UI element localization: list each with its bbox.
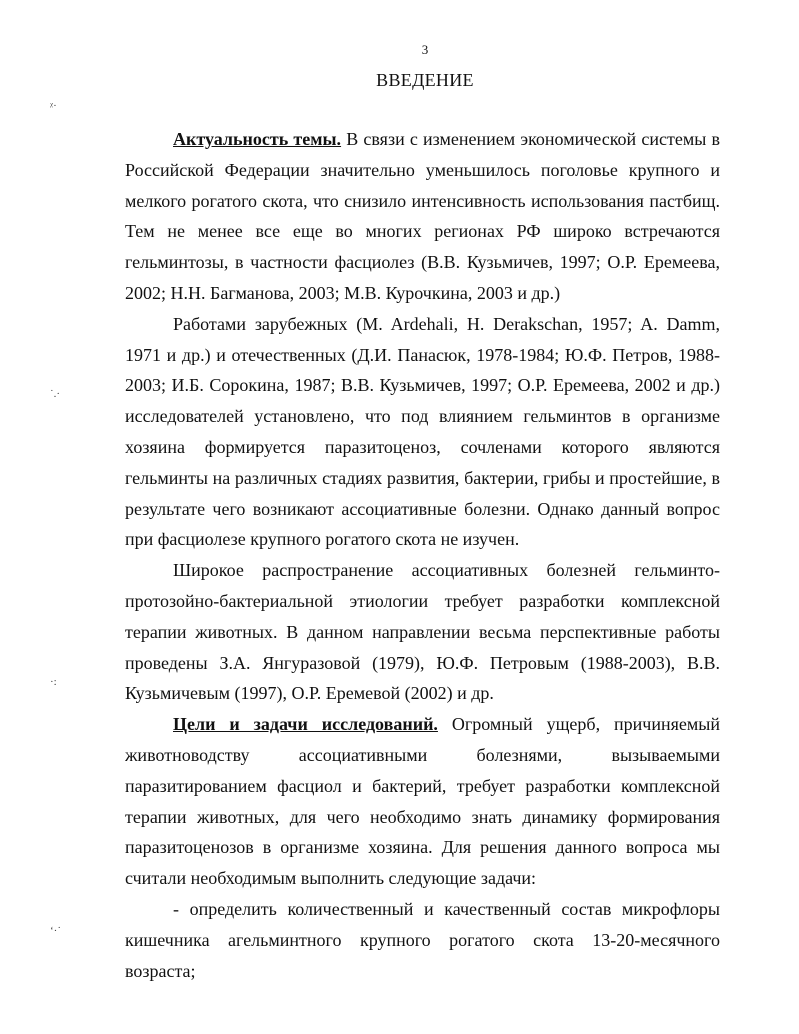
scan-mark: ʻ·˙	[50, 925, 61, 937]
line-text: Тем не менее все еще во многих регионах РФ широко встречаются	[125, 221, 720, 242]
text-line	[125, 405, 720, 427]
line-text: Работами зарубежных (M. Ardehali, H. Derakschan, 1957; A. Damm,	[173, 313, 720, 334]
text-line	[125, 159, 720, 181]
line-text: паразитированием фасциол и бактерий, требует разработки комплексной	[125, 775, 720, 796]
line-text: Кузьмичевым (1997), О.Р. Еремевой (2002) и др.	[125, 683, 494, 704]
line-text: возраста;	[125, 960, 196, 981]
section-heading: Цели и задачи исследований.	[173, 714, 438, 735]
line-text: животноводству ассоциативными болезнями, вызываемыми	[125, 745, 720, 765]
text-line	[125, 220, 720, 242]
text-line	[125, 867, 720, 889]
line-text: 2003; И.Б. Сорокина, 1987; В.В. Кузьмичев, 1997; О.Р. Еремеева, 2002 и др.)	[125, 375, 720, 396]
text-line	[173, 713, 720, 735]
text-line	[125, 374, 720, 396]
text-line	[125, 960, 720, 982]
line-text: мелкого рогатого скота, что снизило интенсивность использования пастбищ.	[125, 190, 720, 211]
line-text: считали необходимым выполнить следующие задачи:	[125, 868, 537, 889]
line-text: хозяина формируется паразитоценоз, сочленами которого являются	[125, 437, 720, 457]
text-line	[125, 836, 720, 858]
line-text: терапии животных. В данном направлении весьма перспективные работы	[125, 621, 720, 642]
text-line	[125, 744, 720, 766]
text-line	[125, 929, 720, 951]
scan-mark: ·:	[50, 676, 57, 688]
text-line	[125, 590, 720, 612]
text-line	[125, 775, 720, 797]
text-line	[125, 282, 720, 304]
scan-mark: ᵡ·	[50, 100, 57, 112]
line-text: исследователей установлено, что под влиянием гельминтов в организме	[125, 406, 720, 427]
text-line	[125, 498, 720, 520]
line-text: гельминты на различных стадиях развития, бактерии, грибы и простейшие, в	[125, 467, 720, 488]
text-line	[173, 313, 720, 335]
text-line	[173, 898, 720, 920]
text-line	[173, 128, 720, 150]
text-line	[125, 467, 720, 489]
line-text: кишечника агельминтного крупного рогатого скота 13-20-месячного	[125, 929, 720, 950]
section-title: ВВЕДЕНИЕ	[376, 70, 474, 90]
line-text: протозойно-бактериальной этиологии требует разработки комплексной	[125, 591, 720, 611]
line-text: при фасциолезе крупного рогатого скота не изучен.	[125, 529, 520, 550]
line-text: результате чего возникают ассоциативные болезни. Однако данный вопрос	[125, 498, 720, 519]
line-text: терапии животных, для чего необходимо знать динамику формирования	[125, 806, 720, 827]
text-line	[125, 528, 720, 550]
scan-mark: ˙.·	[50, 388, 61, 400]
line-text: 2002; Н.Н. Багманова, 2003; М.В. Курочкина, 2003 и др.)	[125, 283, 561, 303]
text-line	[125, 806, 720, 828]
line-text: В связи с изменением экономической системы в	[341, 129, 720, 149]
line-text: паразитоценозов в организме хозяина. Для решения данного вопроса мы	[125, 837, 720, 858]
text-line	[125, 621, 720, 643]
line-text: Огромный ущерб, причиняемый	[437, 714, 720, 735]
text-line	[125, 190, 720, 212]
text-line	[125, 251, 720, 273]
line-text: гельминтозы, в частности фасциолез (В.В. Кузьмичев, 1997; О.Р. Еремеева,	[125, 252, 720, 273]
text-line	[125, 682, 720, 704]
line-text: 1971 и др.) и отечественных (Д.И. Панасюк, 1978-1984; Ю.Ф. Петров, 1988-	[125, 344, 720, 365]
text-line	[125, 436, 720, 458]
text-line	[125, 344, 720, 366]
text-line	[173, 559, 720, 581]
line-text: Российской Федерации значительно уменьшилось поголовье крупного и	[125, 159, 720, 180]
page-number: 3	[421, 42, 429, 57]
line-text: проведены З.А. Янгуразовой (1979), Ю.Ф. Петровым (1988-2003), В.В.	[125, 652, 720, 673]
section-heading: Актуальность темы.	[173, 129, 342, 149]
line-text: Широкое распространение ассоциативных болезней гельминто-	[173, 560, 720, 581]
text-line	[125, 652, 720, 674]
line-text: - определить количественный и качественный состав микрофлоры	[173, 899, 720, 919]
